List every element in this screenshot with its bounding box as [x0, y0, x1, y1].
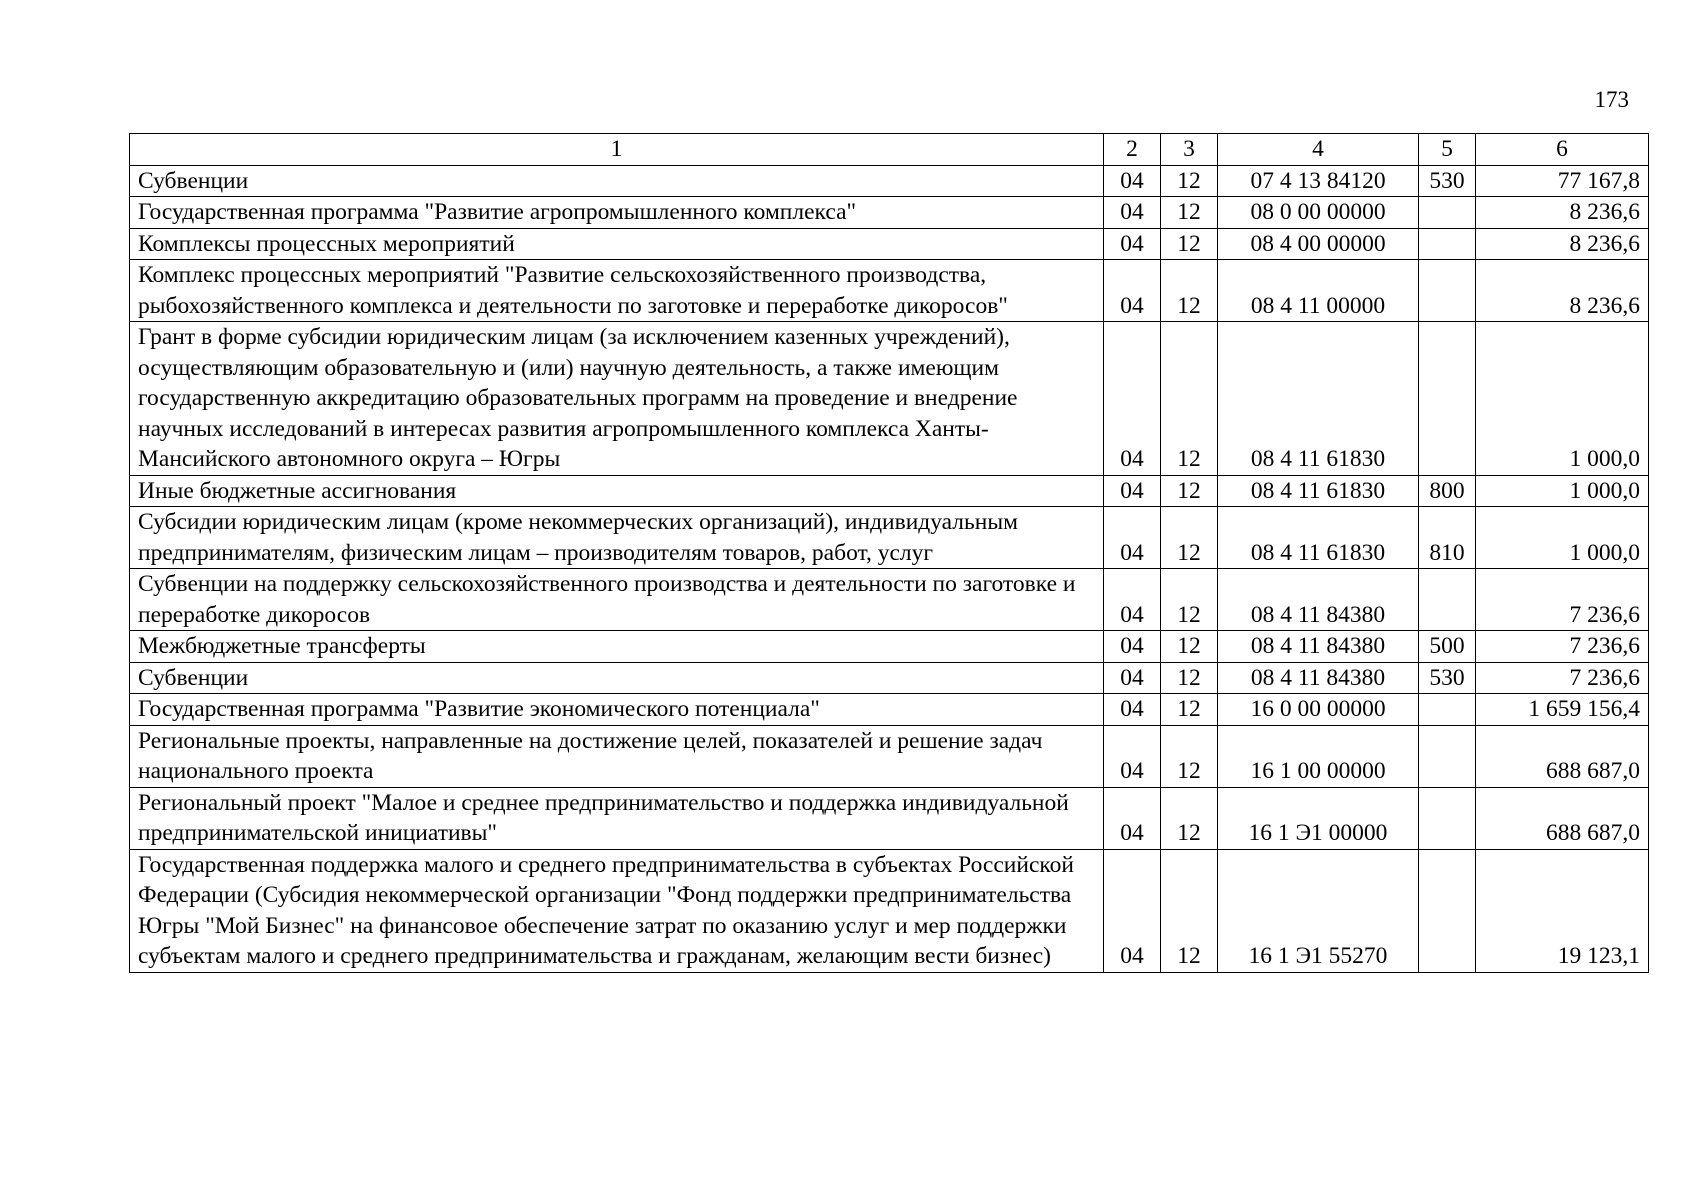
cell-subsection: 12 [1161, 165, 1218, 197]
cell-section: 04 [1104, 569, 1161, 631]
cell-expense-type: 810 [1419, 507, 1476, 569]
table-row [130, 662, 1649, 694]
cell-expense-type [1419, 569, 1476, 631]
cell-target-code: 08 4 11 61830 [1218, 475, 1419, 507]
cell-name: Иные бюджетные ассигнования [130, 475, 1104, 507]
cell-expense-type: 800 [1419, 475, 1476, 507]
cell-section: 04 [1104, 228, 1161, 260]
cell-subsection: 12 [1161, 787, 1218, 849]
cell-section: 04 [1104, 475, 1161, 507]
table-row [130, 569, 1649, 631]
cell-subsection: 12 [1161, 507, 1218, 569]
cell-amount: 7 236,6 [1476, 569, 1649, 631]
table-row [130, 631, 1649, 663]
cell-target-code: 08 4 11 61830 [1218, 507, 1419, 569]
cell-amount: 7 236,6 [1476, 662, 1649, 694]
table-row [130, 725, 1649, 787]
cell-target-code: 07 4 13 84120 [1218, 165, 1419, 197]
cell-amount: 1 000,0 [1476, 322, 1649, 476]
cell-expense-type [1419, 725, 1476, 787]
table-body [130, 165, 1649, 972]
cell-section: 04 [1104, 694, 1161, 726]
cell-expense-type [1419, 694, 1476, 726]
cell-amount: 1 659 156,4 [1476, 694, 1649, 726]
cell-name: Региональные проекты, направленные на достижение целей, показателей и решение задач национального проекта [130, 725, 1104, 787]
cell-name: Субвенции на поддержку сельскохозяйственного производства и деятельности по заготовке и переработке дикоросов [130, 569, 1104, 631]
page-number: 173 [1594, 87, 1629, 112]
cell-name: Государственная программа "Развитие агропромышленного комплекса" [130, 197, 1104, 229]
cell-section: 04 [1104, 260, 1161, 322]
table-row [130, 322, 1649, 476]
header-row [130, 134, 1649, 166]
cell-name: Комплекс процессных мероприятий "Развитие сельскохозяйственного производства, рыбохозяйственного комплекса и деятельности по заготовке и переработке дикоросов" [130, 260, 1104, 322]
cell-subsection: 12 [1161, 260, 1218, 322]
budget-table [129, 133, 1649, 973]
cell-section: 04 [1104, 631, 1161, 663]
cell-section: 04 [1104, 507, 1161, 569]
cell-amount: 77 167,8 [1476, 165, 1649, 197]
column-header-expense-type: 5 [1419, 134, 1476, 166]
cell-expense-type [1419, 787, 1476, 849]
cell-target-code: 08 4 11 61830 [1218, 322, 1419, 476]
cell-target-code: 08 4 11 84380 [1218, 662, 1419, 694]
table-row [130, 165, 1649, 197]
table-header [130, 134, 1649, 166]
table-row [130, 787, 1649, 849]
cell-amount: 1 000,0 [1476, 507, 1649, 569]
table-row [130, 475, 1649, 507]
cell-section: 04 [1104, 662, 1161, 694]
cell-target-code: 08 0 00 00000 [1218, 197, 1419, 229]
table-row [130, 260, 1649, 322]
cell-target-code: 16 1 Э1 00000 [1218, 787, 1419, 849]
cell-name: Грант в форме субсидии юридическим лицам (за исключением казенных учреждений), осуществляющим образовательную и (или) научную деятельность, а также имеющим государственную аккредитацию образовательных программ на проведение и внедрение научных исследований в интересах развития агропромышленного комплекса Ханты-Мансийского автономного округа – Югры [130, 322, 1104, 476]
column-header-target-code: 4 [1218, 134, 1419, 166]
cell-section: 04 [1104, 322, 1161, 476]
cell-expense-type [1419, 322, 1476, 476]
cell-target-code: 08 4 00 00000 [1218, 228, 1419, 260]
cell-amount: 8 236,6 [1476, 260, 1649, 322]
table-row [130, 849, 1649, 972]
cell-target-code: 08 4 11 00000 [1218, 260, 1419, 322]
cell-expense-type: 530 [1419, 662, 1476, 694]
column-header-name: 1 [130, 134, 1104, 166]
cell-name: Субвенции [130, 165, 1104, 197]
cell-section: 04 [1104, 787, 1161, 849]
cell-subsection: 12 [1161, 662, 1218, 694]
cell-section: 04 [1104, 725, 1161, 787]
cell-target-code: 16 1 Э1 55270 [1218, 849, 1419, 972]
cell-name: Комплексы процессных мероприятий [130, 228, 1104, 260]
cell-amount: 688 687,0 [1476, 725, 1649, 787]
cell-expense-type [1419, 197, 1476, 229]
cell-name: Межбюджетные трансферты [130, 631, 1104, 663]
cell-subsection: 12 [1161, 631, 1218, 663]
cell-target-code: 08 4 11 84380 [1218, 569, 1419, 631]
cell-amount: 1 000,0 [1476, 475, 1649, 507]
cell-target-code: 08 4 11 84380 [1218, 631, 1419, 663]
cell-name: Государственная поддержка малого и среднего предпринимательства в субъектах Российской Федерации (Субсидия некоммерческой организации "Фонд поддержки предпринимательства Югры "Мой Бизнес" на финансовое обеспечение затрат по оказанию услуг и мер поддержки субъектам малого и среднего предпринимательства и гражданам, желающим вести бизнес) [130, 849, 1104, 972]
cell-subsection: 12 [1161, 197, 1218, 229]
cell-subsection: 12 [1161, 725, 1218, 787]
cell-amount: 8 236,6 [1476, 228, 1649, 260]
column-header-section: 2 [1104, 134, 1161, 166]
table-row [130, 228, 1649, 260]
cell-expense-type: 530 [1419, 165, 1476, 197]
cell-expense-type [1419, 228, 1476, 260]
cell-name: Региональный проект "Малое и среднее предпринимательство и поддержка индивидуальной предпринимательской инициативы" [130, 787, 1104, 849]
cell-amount: 7 236,6 [1476, 631, 1649, 663]
cell-subsection: 12 [1161, 475, 1218, 507]
cell-name: Субвенции [130, 662, 1104, 694]
cell-section: 04 [1104, 165, 1161, 197]
cell-expense-type: 500 [1419, 631, 1476, 663]
cell-section: 04 [1104, 849, 1161, 972]
table-row [130, 694, 1649, 726]
cell-expense-type [1419, 260, 1476, 322]
cell-amount: 688 687,0 [1476, 787, 1649, 849]
column-header-subsection: 3 [1161, 134, 1218, 166]
cell-subsection: 12 [1161, 849, 1218, 972]
cell-amount: 19 123,1 [1476, 849, 1649, 972]
cell-subsection: 12 [1161, 694, 1218, 726]
cell-name: Субсидии юридическим лицам (кроме некоммерческих организаций), индивидуальным предпринимателям, физическим лицам – производителям товаров, работ, услуг [130, 507, 1104, 569]
table-row [130, 197, 1649, 229]
table-row [130, 507, 1649, 569]
cell-target-code: 16 0 00 00000 [1218, 694, 1419, 726]
cell-target-code: 16 1 00 00000 [1218, 725, 1419, 787]
cell-name: Государственная программа "Развитие экономического потенциала" [130, 694, 1104, 726]
cell-subsection: 12 [1161, 569, 1218, 631]
cell-subsection: 12 [1161, 228, 1218, 260]
cell-section: 04 [1104, 197, 1161, 229]
cell-amount: 8 236,6 [1476, 197, 1649, 229]
cell-expense-type [1419, 849, 1476, 972]
cell-subsection: 12 [1161, 322, 1218, 476]
column-header-amount: 6 [1476, 134, 1649, 166]
